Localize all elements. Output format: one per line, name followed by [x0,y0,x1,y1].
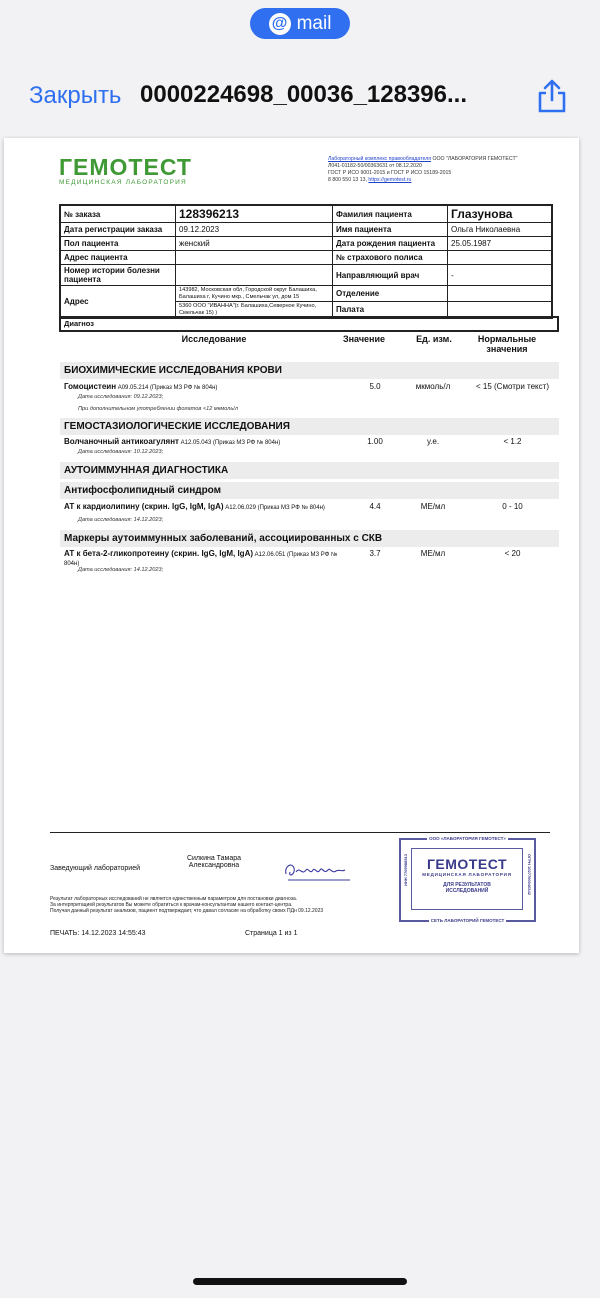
patient-surname: Глазунова [448,205,553,223]
test-note: При дополнительном употреблении фолатов <12 мкмоль/л [78,406,238,412]
disclaimer: Результат лабораторных исследований не является единственным параметром для постановки диагноза. За интерпретацией результатов Вы можете обратиться к врачам-консультантам нашего контакт-центра. Получая данный результат анализов, пациент подтверждает, что давал согласие на обработку своих ПДн 09.12.2023 [50,896,324,915]
lab-info-link[interactable]: Лабораторный комплекс правообладателя [328,156,432,162]
home-indicator[interactable] [193,1278,407,1285]
section-biochemistry: БИОХИМИЧЕСКИЕ ИССЛЕДОВАНИЯ КРОВИ [60,362,559,379]
col-norm: Нормальные значения [477,334,537,354]
section-hemostasis: ГЕМОСТАЗИОЛОГИЧЕСКИЕ ИССЛЕДОВАНИЯ [60,418,559,435]
result-row: Гомоцистеин А09.05.214 (Приказ МЗ РФ № 804н) 5.0 мкмоль/л < 15 (Смотри текст) [64,382,549,391]
gemotest-logo: ГЕМОТЕСТ МЕДИЦИНСКАЯ ЛАБОРАТОРИЯ [59,154,192,186]
address-top: 143982, Московская обл, Городской округ Балашиха, Балашиха г, Кучино мкр., Смельчак ул, дом 15 [176,286,333,302]
result-row: АТ к бета-2-гликопротеину (скрин. IgG, IgM, IgA) А12.06.051 (Приказ МЗ РФ № 804н) 3.7 МЕ/мл < 20 [64,549,521,567]
close-button[interactable]: Закрыть [29,82,122,109]
lab-site-link[interactable]: https://gemotest.ru [368,177,412,183]
test-date: Дата исследования: 14.12.2023; [78,567,164,573]
document-title: 0000224698_00036_128396... [140,81,467,108]
test-date: Дата исследования: 10.12.2023; [78,449,164,455]
test-date: Дата исследования: 09.12.2023; [78,394,164,400]
col-value: Значение [342,334,386,344]
share-icon[interactable] [536,78,568,114]
document-page[interactable] [4,138,579,953]
patient-info-table: № заказа 128396213 Фамилия пациента Глазунова Дата регистрации заказа 09.12.2023 Имя пациента Ольга Николаевна Пол пациента женский Дата рождения пациента 25.05.1987 Адрес пациента № страхового полиса Номер истории болезни пациента Направляющий врач - Адрес 143982, Московская обл, Городской округ Балашиха, Балашиха г, Кучино мкр., Смельчак ул, дом 15 Отделение 5360 ООО "ИВАННА"(г. Балашиха,Северное Кучино, Смельчак 15) ) Палата [59,204,553,319]
at-sign-icon: @ [269,13,291,35]
address-bottom: 5360 ООО "ИВАННА"(г. Балашиха,Северное Кучино, Смельчак 15) ) [176,302,333,319]
head-name: Силкина Тамара Александровна [186,855,242,869]
subsection-markers: Маркеры аутоиммунных заболеваний, ассоциированных с СКВ [60,530,559,547]
result-row: Волчаночный антикоагулянт А12.05.043 (Приказ МЗ РФ № 804н) 1.00 у.е. < 1.2 [64,437,522,446]
diagnosis-row: Диагноз [59,316,559,332]
print-timestamp: ПЕЧАТЬ: 14.12.2023 14:55:43 [50,930,146,937]
nav-bar [0,70,600,124]
test-date: Дата исследования: 14.12.2023; [78,517,164,523]
footer-divider [50,832,550,833]
col-study: Исследование [181,334,247,344]
mail-app-label: mail [296,12,332,34]
status-bar [0,0,600,50]
mail-app-pill[interactable] [250,8,350,39]
patient-dob: 25.05.1987 [448,237,553,251]
patient-sex: женский [176,237,333,251]
reg-date: 09.12.2023 [176,223,333,237]
order-number: 128396213 [176,205,333,223]
section-autoimmune: АУТОИММУННАЯ ДИАГНОСТИКА [60,462,559,479]
head-label: Заведующий лабораторией [50,865,140,872]
col-unit: Ед. изм. [416,334,452,344]
page-counter: Страница 1 из 1 [245,930,298,937]
signature-image [282,856,352,886]
subsection-aps: Антифосфолипидный синдром [60,482,559,499]
referring-doctor: - [448,265,553,286]
lab-info: Лабораторный комплекс правообладателя ООО "ЛАБОРАТОРИЯ ГЕМОТЕСТ" Л041-01182-50/00363631 от 08.12.2020 ГОСТ Р ИСО 9001-2015 и ГОСТ Р ИСО 15189-2015 8 800 550 13 13, https://gemotest.ru [328,156,518,183]
result-row: АТ к кардиолипину (скрин. IgG, IgM, IgA) А12.06.029 (Приказ МЗ РФ № 804н) 4.4 МЕ/мл 0 - 10 [64,502,523,511]
lab-stamp: ООО «ЛАБОРАТОРИЯ ГЕМОТЕСТ» ИНН 7709988513 ОГРН 1027700040342 ГЕМОТЕСТ МЕДИЦИНСКАЯ ЛАБОРАТОРИЯ ДЛЯ РЕЗУЛЬТАТОВ ИССЛЕДОВАНИЙ СЕТЬ ЛАБОРАТОРИЙ ГЕМОТЕСТ [399,838,536,922]
patient-name: Ольга Николаевна [448,223,553,237]
